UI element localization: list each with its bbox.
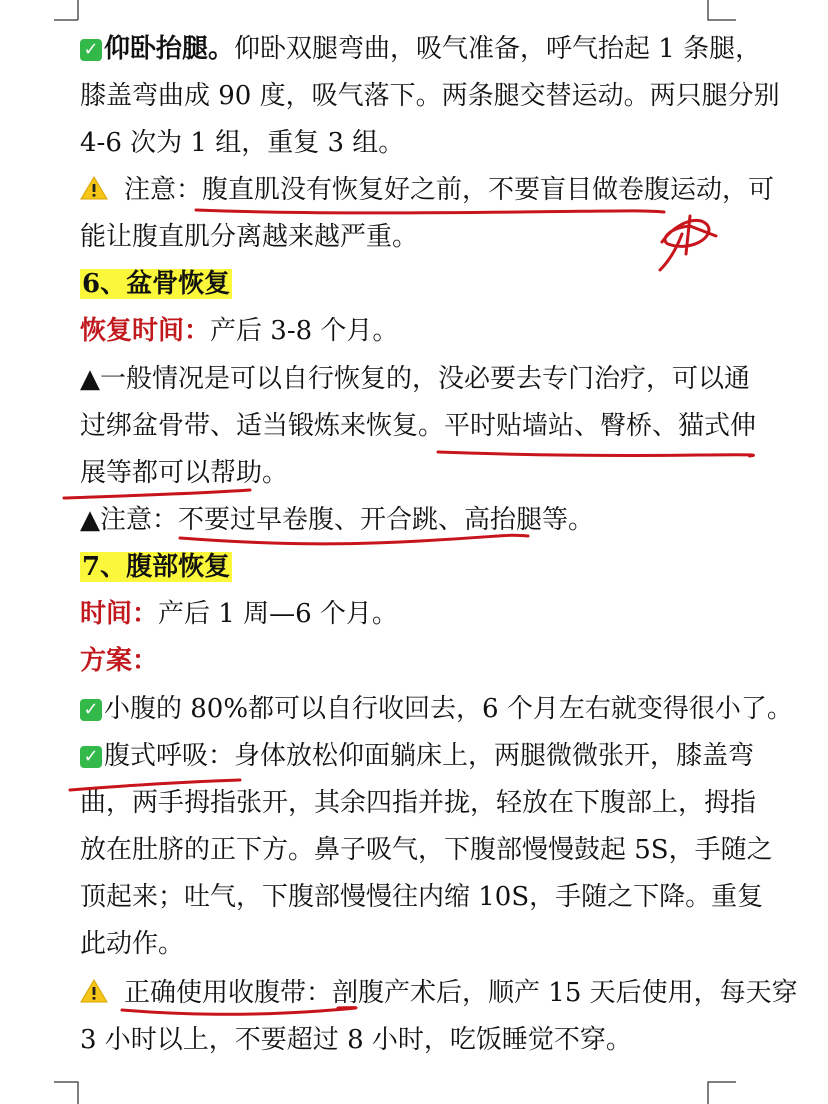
exercise-paragraph-line-1: ✓ 仰卧抬腿。仰卧双腿弯曲，吸气准备，呼气抬起 1 条腿， xyxy=(80,32,761,66)
warning-icon xyxy=(80,176,108,200)
exercise-paragraph-line-3: 4-6 次为 1 组，重复 3 组。 xyxy=(80,128,405,158)
section-6-time: 恢复时间：产后 3-8 个月。 xyxy=(80,316,399,346)
section-6-heading: 6、盆骨恢复 xyxy=(82,269,231,299)
time-label: 时间： xyxy=(80,599,159,629)
belt-note-line-1: 正确使用收腹带：剖腹产术后，顺产 15 天后使用，每天穿 xyxy=(80,976,798,1010)
exercise-title: 仰卧抬腿。 xyxy=(104,34,235,64)
exercise-paragraph-line-2: 膝盖弯曲成 90 度，吸气落下。两条腿交替运动。两只腿分别 xyxy=(80,81,780,111)
section-6-note: ▲注意：不要过早卷腹、开合跳、高抬腿等。 xyxy=(80,505,594,535)
section-7-plan-label: 方案： xyxy=(80,646,159,676)
plan-item-2-line-1: ✓ 腹式呼吸：身体放松仰面躺床上，两腿微微张开，膝盖弯 xyxy=(80,739,754,773)
plan-item-2-line-4: 顶起来；吐气，下腹部慢慢往内缩 10S，手随之下降。重复 xyxy=(80,882,764,912)
top-left-crop-mark xyxy=(54,0,80,22)
bottom-left-crop-mark xyxy=(54,1080,80,1104)
note-label: 注意： xyxy=(124,175,203,205)
plan-item-1: ✓ 小腹的 80%都可以自行收回去，6 个月左右就变得很小了。 xyxy=(80,692,793,726)
plan-item-2-line-3: 放在肚脐的正下方。鼻子吸气，下腹部慢慢鼓起 5S，手随之 xyxy=(80,835,773,865)
check-mark-icon: ✓ xyxy=(80,39,102,61)
warning-icon xyxy=(80,979,108,1003)
time-label: 恢复时间： xyxy=(80,316,211,346)
check-mark-icon: ✓ xyxy=(80,699,102,721)
section-6-paragraph-line-1: ▲一般情况是可以自行恢复的，没必要去专门治疗，可以通 xyxy=(80,364,750,394)
belt-note-line-2: 3 小时以上，不要超过 8 小时，吃饭睡觉不穿。 xyxy=(80,1025,632,1055)
belt-label: 正确使用收腹带： xyxy=(124,978,333,1008)
warning-note-line-1: 注意：腹直肌没有恢复好之前，不要盲目做卷腹运动，可 xyxy=(80,173,774,207)
plan-item-2-line-5: 此动作。 xyxy=(80,929,185,959)
section-6-paragraph-line-2: 过绑盆骨带、适当锻炼来恢复。平时贴墙站、臀桥、猫式伸 xyxy=(80,411,757,441)
warning-note-line-2: 能让腹直肌分离越来越严重。 xyxy=(80,222,419,252)
section-6-paragraph-line-3: 展等都可以帮助。 xyxy=(80,458,289,488)
section-7-heading: 7、腹部恢复 xyxy=(82,552,231,582)
plan-item-2-line-2: 曲，两手拇指张开，其余四指并拢，轻放在下腹部上，拇指 xyxy=(80,788,757,818)
underline-note-1 xyxy=(196,210,664,213)
underline-pelvis-methods xyxy=(438,452,753,456)
underline-pelvis-end xyxy=(64,490,250,498)
check-mark-icon: ✓ xyxy=(80,746,102,768)
scribble-mark xyxy=(660,216,716,270)
section-7-time: 时间：产后 1 周—6 个月。 xyxy=(80,599,398,629)
bottom-right-crop-mark xyxy=(706,1080,736,1104)
top-right-crop-mark xyxy=(706,0,736,22)
